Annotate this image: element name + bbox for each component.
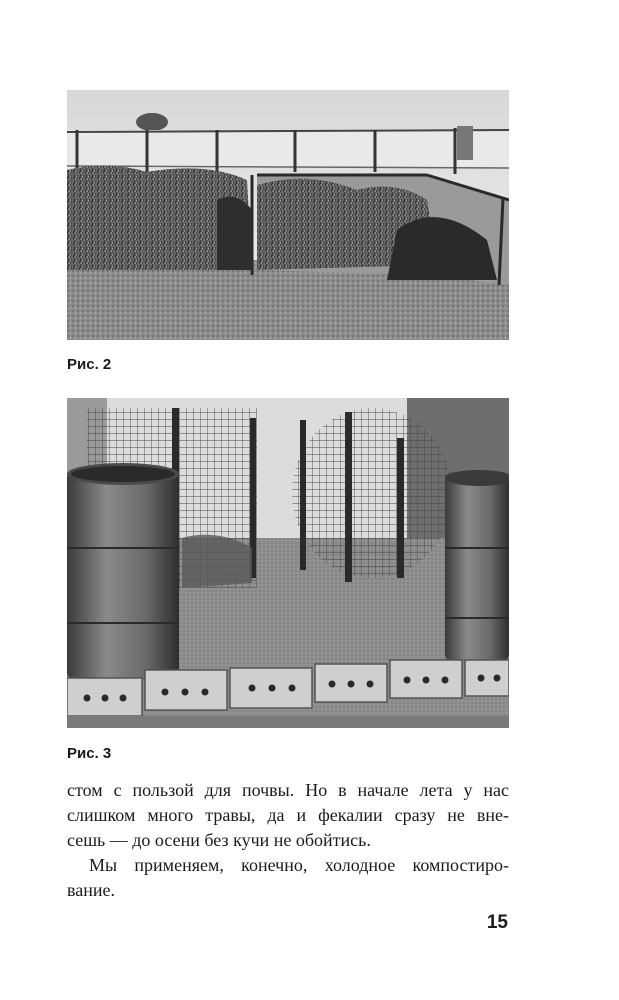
compost-heap-photo (67, 90, 509, 340)
figure-2-photo (67, 90, 509, 340)
paragraph-2 (67, 853, 509, 903)
page-number: 15 (486, 912, 508, 933)
text-line: Мы применяем, конечно, холодное компостиро- (89, 855, 509, 875)
body-text (67, 778, 509, 903)
text-line: вание. (67, 880, 116, 900)
figure-2-caption: Рис. 2 (67, 356, 112, 373)
text-line: стом с пользой для почвы. Но в начале лета у нас (67, 780, 509, 800)
text-line: сешь — до осени без кучи не обойтись. (67, 830, 371, 850)
paragraph-1 (67, 778, 509, 853)
figure-3-photo (67, 398, 509, 728)
wire-bins-photo (67, 398, 509, 728)
text-line: слишком много травы, да и фекалии сразу не вне- (67, 805, 509, 825)
figure-3-caption: Рис. 3 (67, 745, 112, 762)
